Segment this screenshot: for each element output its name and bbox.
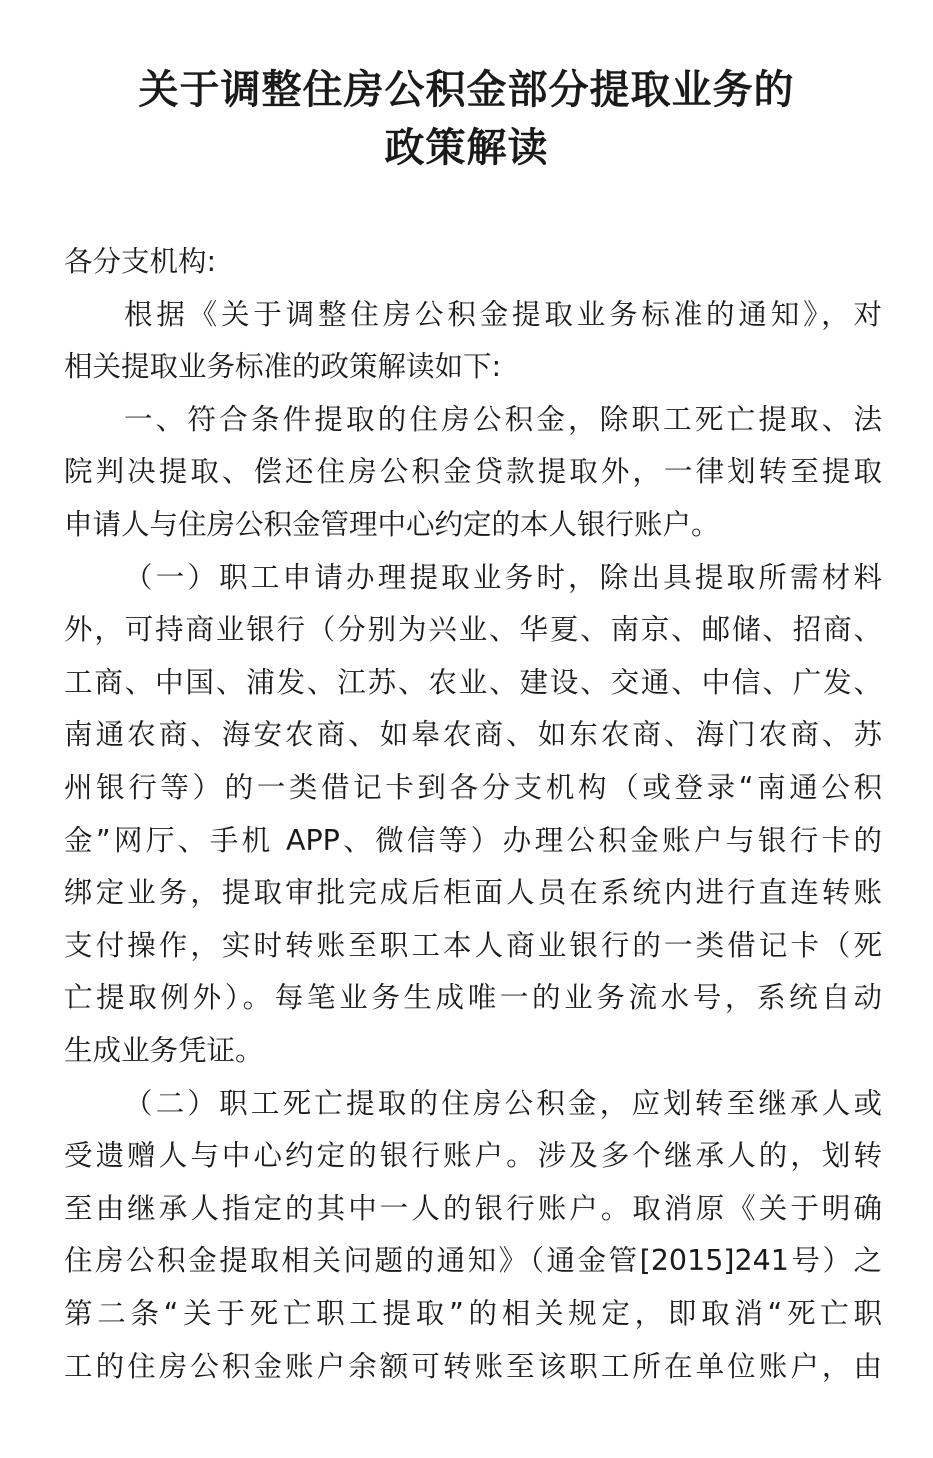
body-text-line: 州银行等）的一类借记卡到各分支机构（或登录“南通公积 [64, 771, 882, 804]
document-title-line-2: 政策解读 [384, 124, 549, 171]
body-text-line: 生成业务凭证。 [64, 1034, 264, 1067]
body-text-line: 工商、中国、浦发、江苏、农业、建设、交通、中信、广发、 [64, 665, 882, 699]
body-text-line: 至由继承人指定的其中一人的银行账户。取消原《关于明确 [64, 1191, 882, 1225]
body-text-line: 相关提取业务标准的政策解读如下: [64, 350, 502, 384]
body-text-line: 院判决提取、偿还住房公积金贷款提取外，一律划转至提取 [64, 455, 882, 489]
body-text-line: 住房公积金提取相关问题的通知》（通金管[2015]241号）之 [64, 1244, 882, 1278]
document-title-line-1: 关于调整住房公积金部分提取业务的 [138, 66, 795, 113]
body-text-line: 第二条“关于死亡职工提取”的相关规定，即取消“死亡职 [64, 1297, 882, 1330]
body-text-line: （一）职工申请办理提取业务时，除出具提取所需材料 [124, 560, 882, 594]
body-text-line: （二）职工死亡提取的住房公积金，应划转至继承人或 [124, 1086, 882, 1120]
body-text-line: 受遗赠人与中心约定的银行账户。涉及多个继承人的，划转 [64, 1139, 882, 1173]
body-text-line: 外，可持商业银行（分别为兴业、华夏、南京、邮储、招商、 [64, 613, 882, 647]
body-text-line: 绑定业务，提取审批完成后柜面人员在系统内进行直连转账 [64, 876, 882, 910]
body-text-line: 根据《关于调整住房公积金提取业务标准的通知》，对 [124, 297, 882, 331]
body-text-line: 工的住房公积金账户余额可转账至该职工所在单位账户，由 [64, 1349, 882, 1383]
body-text-line: 金”网厅、手机 APP、微信等）办理公积金账户与银行卡的 [64, 823, 882, 857]
body-text-line: 南通农商、海安农商、如皋农商、如东农商、海门农商、苏 [64, 718, 882, 752]
body-text-line: 各分支机构: [64, 245, 217, 278]
body-text-line: 申请人与住房公积金管理中心约定的本人银行账户。 [64, 508, 720, 541]
body-text-line: 支付操作，实时转账至职工本人商业银行的一类借记卡（死 [64, 928, 882, 962]
body-text-line: 亡提取例外）。每笔业务生成唯一的业务流水号，系统自动 [64, 981, 882, 1015]
body-text-line: 一、符合条件提取的住房公积金，除职工死亡提取、法 [124, 402, 882, 436]
